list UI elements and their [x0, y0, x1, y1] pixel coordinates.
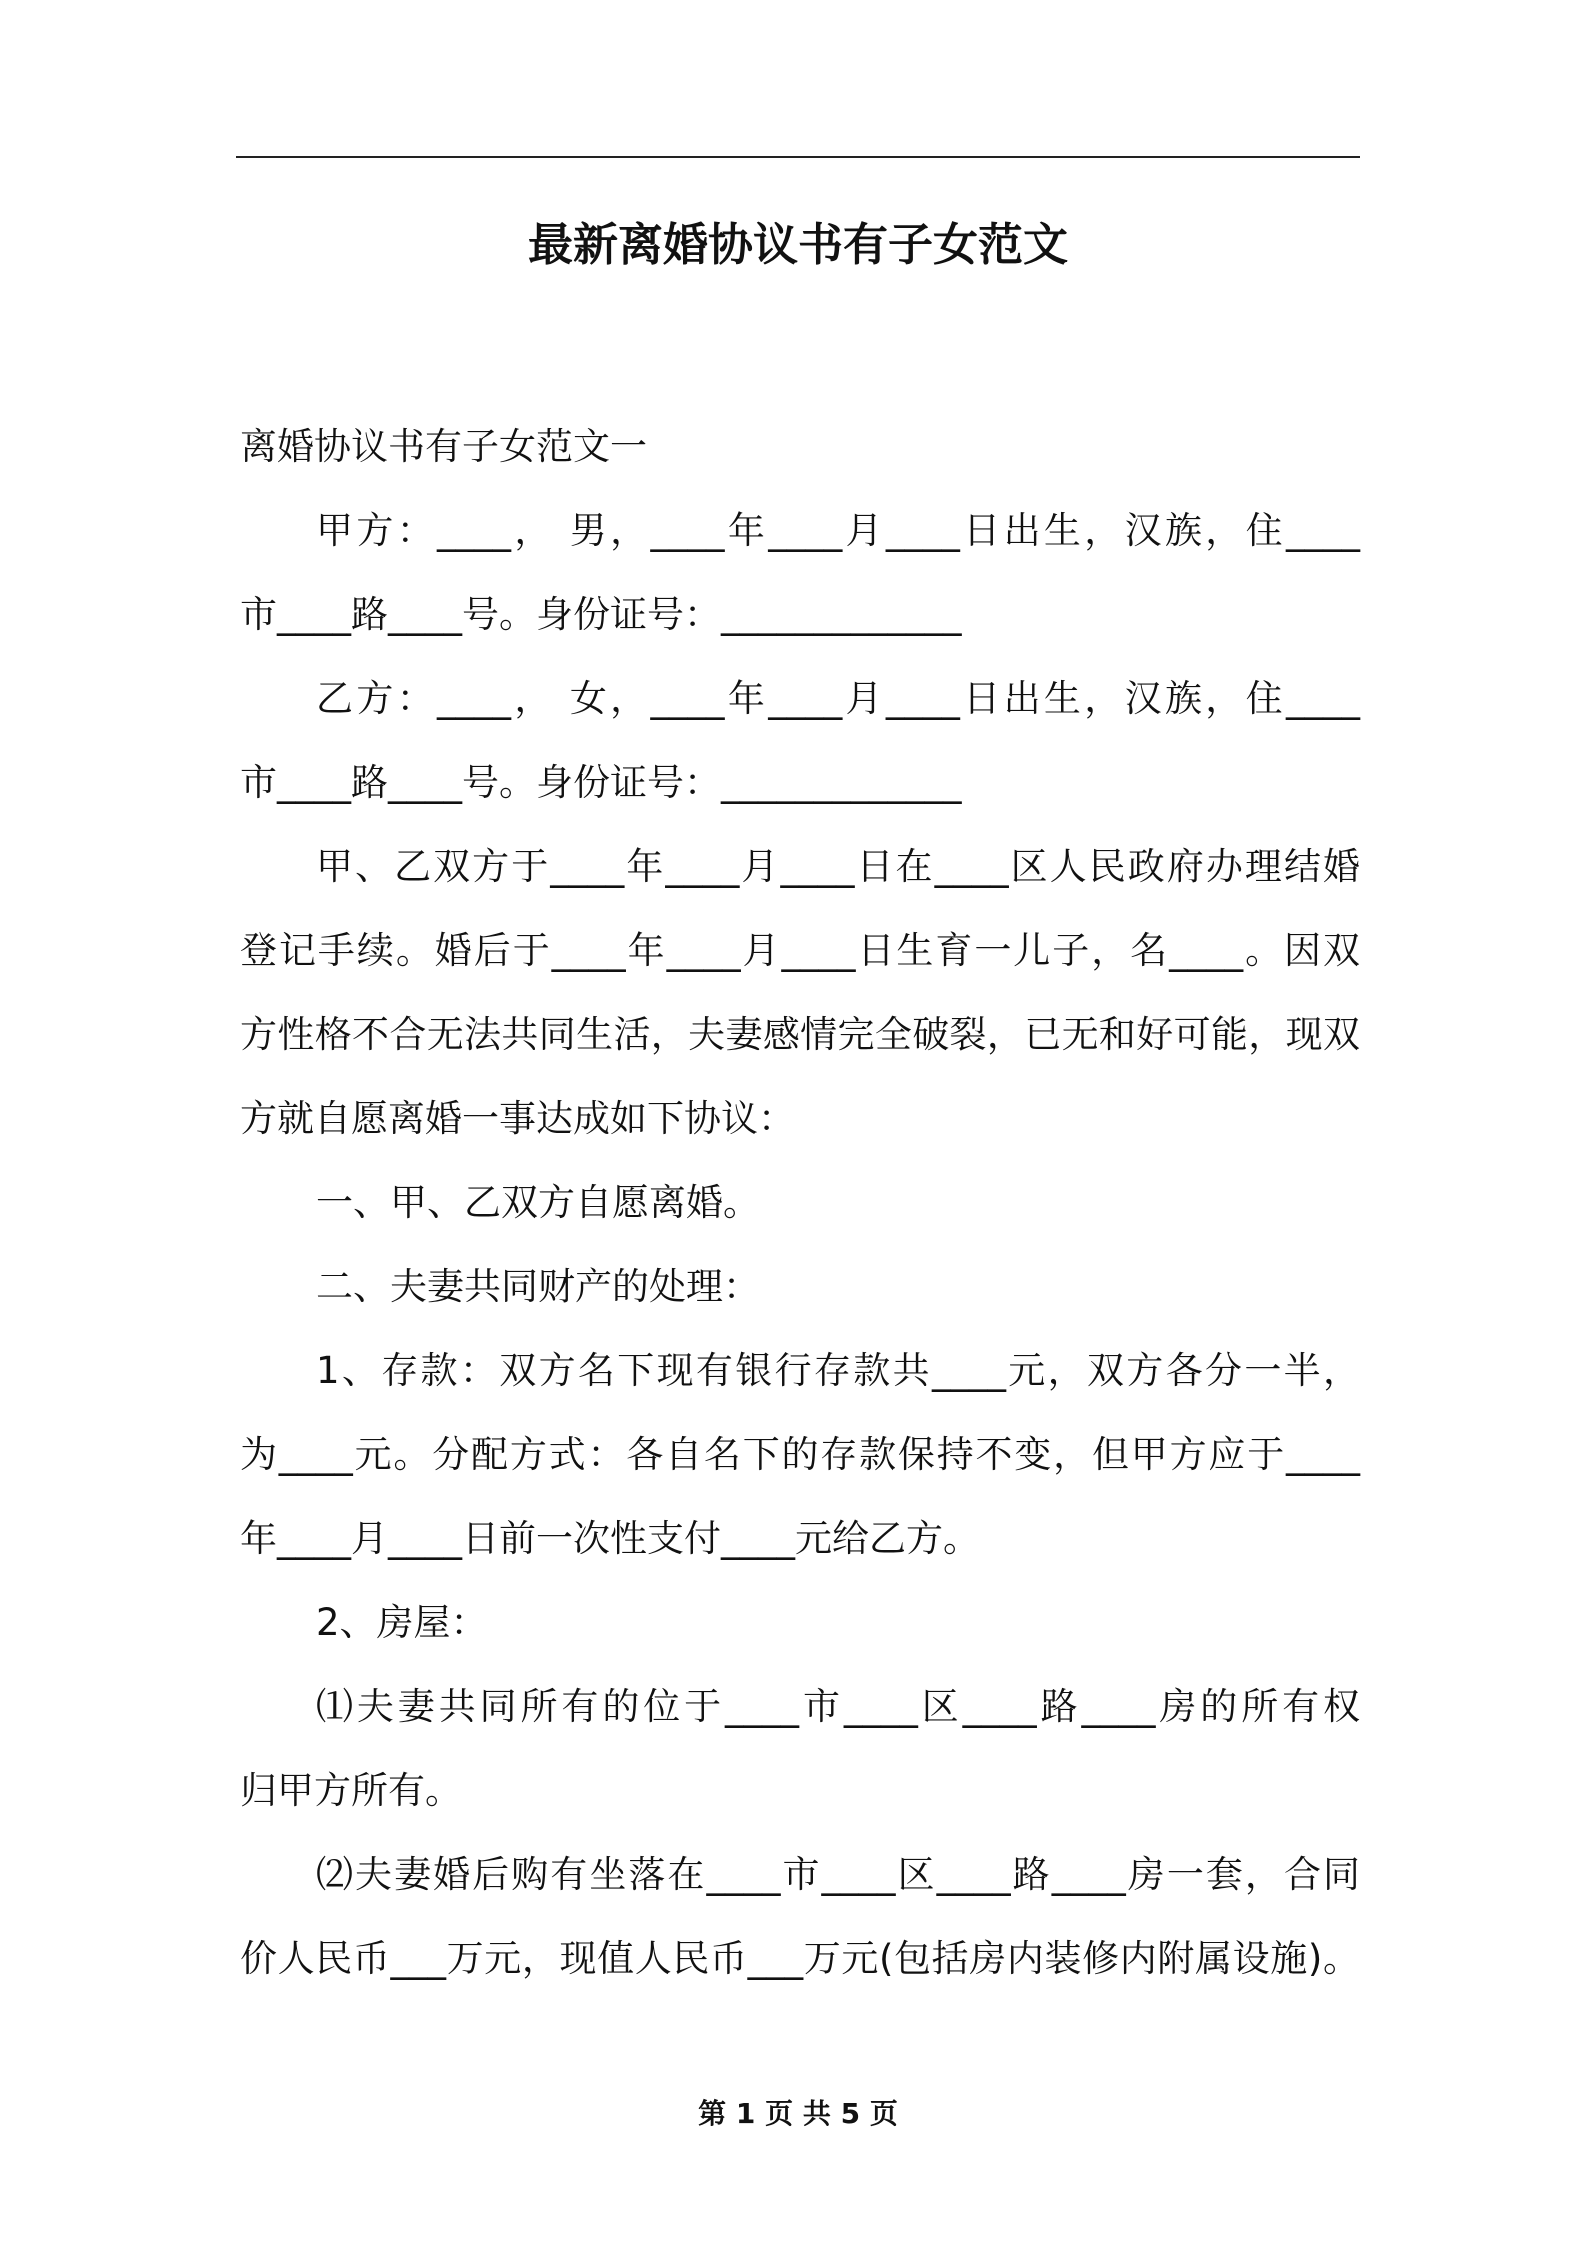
document-title: 最新离婚协议书有子女范文 [527, 218, 1068, 271]
house-item-1-line-1: ⑴夫妻共同所有的位于____市____区____路____房的所有权 [316, 1685, 1360, 1728]
deposit-line-3: 年____月____日前一次性支付____元给乙方。 [240, 1517, 980, 1560]
marriage-paragraph-line-3: 方性格不合无法共同生活，夫妻感情完全破裂，已无和好可能，现双 [240, 1013, 1360, 1056]
party-b-line-1: 乙方：____， 女，____年____月____日出生，汉族，住____ [316, 677, 1360, 720]
section-heading: 离婚协议书有子女范文一 [240, 425, 647, 468]
house-item-2-line-2: 价人民币___万元，现值人民币___万元(包括房内装修内附属设施)。 [240, 1937, 1360, 1980]
party-b-line-2: 市____路____号。身份证号：_____________ [240, 761, 962, 804]
house-heading: 2、房屋： [316, 1601, 488, 1644]
party-a-line-2: 市____路____号。身份证号：_____________ [240, 593, 962, 636]
clause-2-heading: 二、夫妻共同财产的处理： [316, 1265, 760, 1308]
marriage-paragraph-line-4: 方就自愿离婚一事达成如下协议： [240, 1097, 795, 1140]
party-a-line-1: 甲方：____， 男，____年____月____日出生，汉族，住____ [316, 509, 1360, 552]
house-item-2-line-1: ⑵夫妻婚后购有坐落在____市____区____路____房一套，合同 [316, 1853, 1360, 1896]
deposit-line-1: 1、存款：双方名下现有银行存款共____元，双方各分一半， [316, 1349, 1360, 1392]
clause-1: 一、甲、乙双方自愿离婚。 [316, 1181, 760, 1224]
page-number: 第 1 页 共 5 页 [698, 2097, 898, 2130]
document-body [240, 405, 1360, 2001]
marriage-paragraph-line-2: 登记手续。婚后于____年____月____日生育一儿子，名____。因双 [240, 929, 1360, 972]
house-item-1-line-2: 归甲方所有。 [240, 1769, 462, 1812]
deposit-line-2: 为____元。分配方式：各自名下的存款保持不变，但甲方应于____ [240, 1433, 1360, 1476]
header-rule [236, 156, 1360, 158]
marriage-paragraph-line-1: 甲、乙双方于____年____月____日在____区人民政府办理结婚 [316, 845, 1360, 888]
